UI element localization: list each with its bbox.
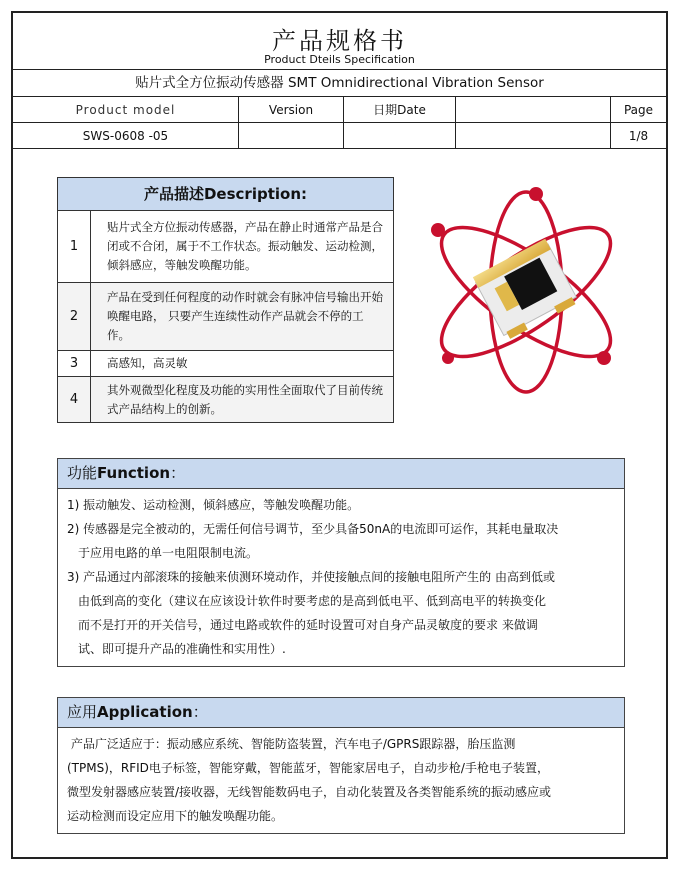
title-block [13,13,666,70]
chip-icon [473,239,579,341]
label-blank [456,97,611,123]
value-date [344,123,456,149]
label-product-model: Product model [13,97,239,123]
label-version: Version [239,97,344,123]
value-version [239,123,344,149]
description-text: 其外观微型化程度及功能的实用性全面取代了目前传统式产品结构上的创新。 [91,377,394,423]
function-heading-cn: 功能 [67,464,98,482]
application-line: (TPMS)，RFID电子标签，智能穿戴，智能蓝牙，智能家居电子，自动步枪/手枪电子装置， [67,761,549,775]
function-item-cont: 试、即可提升产品的准确性和实用性）. [78,642,286,656]
description-text: 高感知，高灵敏 [91,351,394,377]
electron-dot [431,223,445,237]
function-section [57,458,625,667]
electron-dot [529,187,543,201]
function-item: 3) 产品通过内部滚珠的接触来侦测环境动作，并使接触点间的接触电阻所产生的 由高到低或 [67,570,555,584]
application-heading-suffix: ： [192,703,208,721]
application-section [57,697,625,834]
function-body [58,489,624,661]
application-line: 微型发射器感应装置/接收器，无线智能数码电子，自动化装置及各类智能系统的振动感应或 [67,785,552,799]
product-subtitle: 贴片式全方位振动传感器 SMT Omnidirectional Vibration Sensor [13,70,666,97]
title-en: Product Dteils Specification [264,53,415,66]
description-num: 1 [58,211,91,283]
description-heading: 产品描述Description: [58,178,394,211]
label-date: 日期Date [344,97,456,123]
value-product-model: SWS-0608 -05 [13,123,239,149]
atom-sensor-illustration [408,182,640,402]
function-item-cont: 由低到高的变化（建议在应该设计软件时要考虑的是高到低电平、低到高电平的转换变化 [78,594,547,608]
document-header [13,13,666,149]
application-line: 运动检测而设定应用下的触发唤醒功能。 [67,809,284,823]
label-page: Page [611,97,666,123]
function-item-cont: 于应用电路的单一电阻限制电流。 [78,546,259,560]
description-text: 产品在受到任何程度的动作时就会有脉冲信号输出开始唤醒电路， 只要产生连续性动作产品就会不停的工作。 [91,283,394,351]
electron-dot [597,351,611,365]
electron-dot [442,352,454,364]
application-line: 产品广泛适应于：振动感应系统、智能防盗装置，汽车电子/GPRS跟踪器，胎压监测 [67,737,516,751]
application-heading-en: Application [97,703,193,721]
function-item: 1) 振动触发、运动检测，倾斜感应，等触发唤醒功能。 [67,498,360,512]
function-heading-suffix: ： [170,464,186,482]
application-heading [58,698,624,728]
description-num: 2 [58,283,91,351]
function-heading-en: Function [97,464,171,482]
description-num: 4 [58,377,91,423]
function-item: 2) 传感器是完全被动的，无需任何信号调节，至少具备50nA的电流即可运作，其耗电量取决 [67,522,559,536]
application-heading-cn: 应用 [67,703,98,721]
info-grid [13,97,666,149]
application-body [58,728,624,828]
function-heading [58,459,624,489]
value-blank [456,123,611,149]
description-table [57,177,394,423]
description-num: 3 [58,351,91,377]
value-page: 1/8 [611,123,666,149]
description-text: 贴片式全方位振动传感器，产品在静止时通常产品是合闭或不合闭，属于不工作状态。振动触发、运动检测，倾斜感应，等触发唤醒功能。 [91,211,394,283]
function-item-cont: 而不是打开的开关信号，通过电路或软件的延时设置可对自身产品灵敏度的要求 来做调 [78,618,538,632]
title-cn: 产品规格书 [272,27,407,55]
